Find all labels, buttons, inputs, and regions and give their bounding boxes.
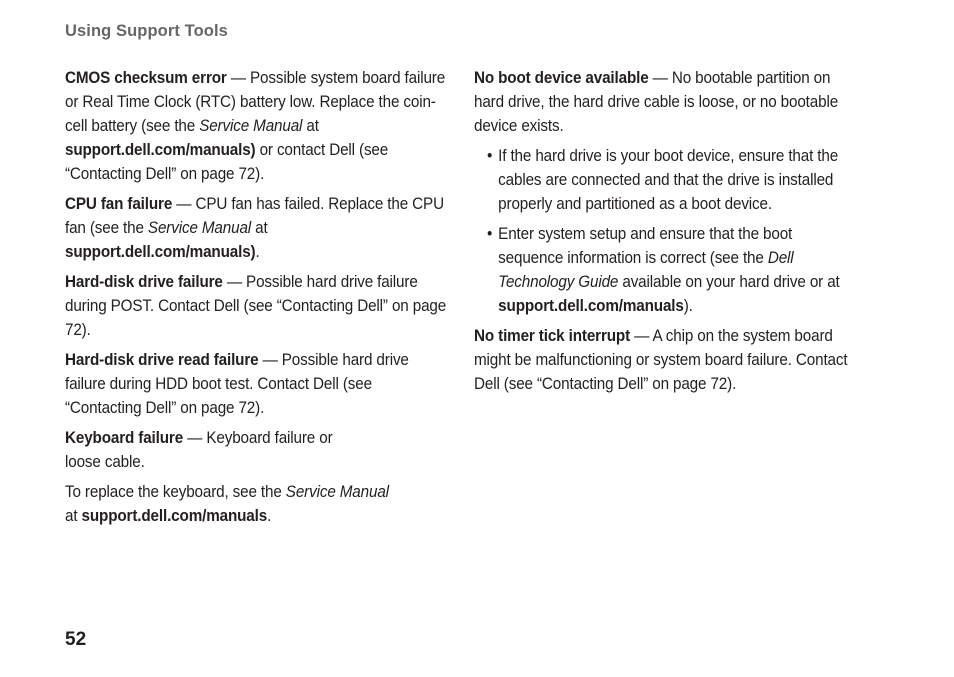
term-hard-disk-drive-failure: Hard-disk drive failure	[65, 273, 223, 291]
technology-guide-title: Dell Technology Guide	[498, 249, 794, 291]
list-item	[474, 222, 857, 318]
entry-no-timer-tick-interrupt	[474, 324, 857, 396]
entry-text: .	[267, 507, 272, 525]
list-item-text: available on your hard drive or at	[618, 273, 840, 291]
term-hard-disk-drive-read-failure: Hard-disk drive read failure	[65, 351, 259, 369]
support-link[interactable]: support.dell.com/manuals)	[65, 141, 256, 159]
term-cpu-fan-failure: CPU fan failure	[65, 195, 173, 213]
entry-text: — Possible system board failure or Real Time Clock (RTC) battery low. Replace the coin-cell battery (see the	[65, 69, 446, 135]
entry-text: — A chip on the system board might be malfunctioning or system board failure. Contact Dell (see “Contacting Dell” on page 72).	[474, 327, 848, 393]
list-item-text: If the hard drive is your boot device, ensure that the cables are connected and that the drive is installed properly and partitioned as a boot device.	[498, 147, 839, 213]
service-manual-title: Service Manual	[285, 483, 389, 501]
entry-text: or contact Dell (see “Contacting Dell” on page 72).	[65, 141, 389, 183]
term-no-boot-device: No boot device available	[474, 69, 649, 87]
support-link[interactable]: support.dell.com/manuals	[498, 297, 684, 315]
entry-cpu-fan-failure	[65, 192, 448, 264]
service-manual-title: Service Manual	[199, 117, 303, 135]
entry-text: — Possible hard drive failure during HDD boot test. Contact Dell (see “Contacting Dell” on page 72).	[65, 351, 409, 417]
right-column	[474, 66, 857, 402]
entry-text: — CPU fan has failed. Replace the CPU fan (see the	[65, 195, 444, 237]
term-no-timer-tick-interrupt: No timer tick interrupt	[474, 327, 631, 345]
entry-keyboard-replace	[65, 480, 391, 528]
entry-keyboard-failure	[65, 426, 372, 474]
service-manual-title: Service Manual	[147, 219, 252, 237]
entry-cmos-checksum-error	[65, 66, 448, 186]
list-item	[474, 144, 857, 216]
entry-text: at	[65, 507, 82, 525]
term-cmos-checksum-error: CMOS checksum error	[65, 69, 227, 87]
entry-text: To replace the keyboard, see the	[65, 483, 286, 501]
entry-text: at	[251, 219, 268, 237]
entry-text: — Keyboard failure or loose cable.	[65, 429, 333, 471]
entry-hard-disk-drive-read-failure	[65, 348, 448, 420]
term-keyboard-failure: Keyboard failure	[65, 429, 184, 447]
left-column	[65, 66, 448, 534]
bullet-icon: •	[487, 147, 493, 165]
entry-text: — Possible hard drive failure during POST. Contact Dell (see “Contacting Dell” on page 72).	[65, 273, 447, 339]
section-title: Using Support Tools	[65, 22, 228, 40]
support-link[interactable]: support.dell.com/manuals)	[65, 243, 256, 261]
support-link[interactable]: support.dell.com/manuals	[81, 507, 268, 525]
entry-no-boot-device	[474, 66, 857, 138]
page-number: 52	[65, 629, 87, 650]
list-item-text: Enter system setup and ensure that the boot sequence information is correct (see the	[498, 225, 793, 267]
entry-text: — No bootable partition on hard drive, the hard drive cable is loose, or no bootable device exists.	[474, 69, 839, 135]
bullet-icon: •	[487, 225, 493, 243]
list-item-text: ).	[683, 297, 693, 315]
entry-text: at	[302, 117, 319, 135]
entry-text: .	[255, 243, 260, 261]
entry-hard-disk-drive-failure	[65, 270, 448, 342]
